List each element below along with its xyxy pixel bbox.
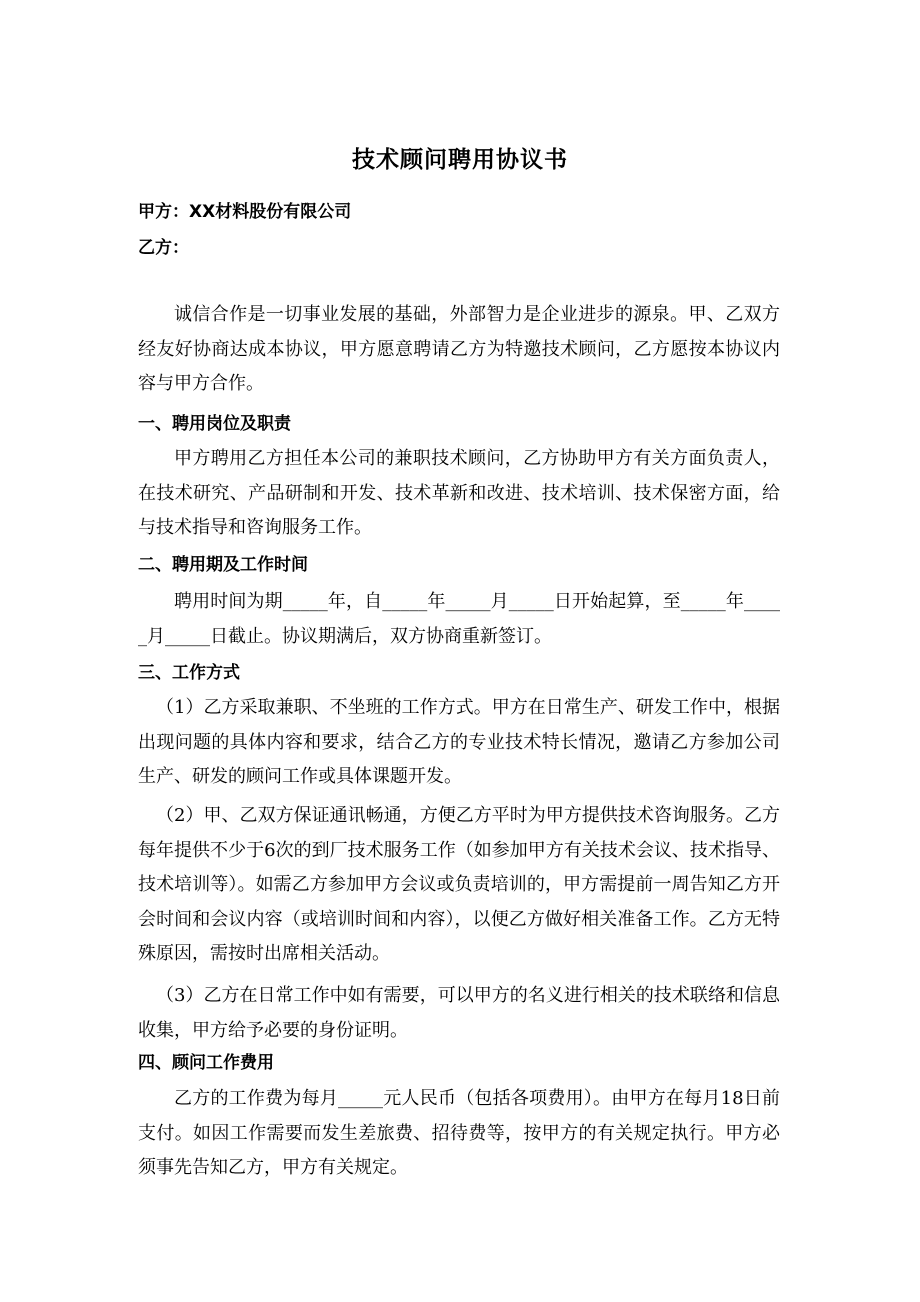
section-1-paragraph: 甲方聘用乙方担任本公司的兼职技术顾问，乙方协助甲方有关方面负责人，在技术研究、产品研制和开发、技术革新和改进、技术培训、技术保密方面，给与技术指导和咨询服务工作。 xyxy=(138,448,780,538)
section-3-paragraph-2: （2）甲、乙双方保证通讯畅通，方便乙方平时为甲方提供技术咨询服务。乙方每年提供不少于6次的到厂技术服务工作（如参加甲方有关技术会议、技术指导、技术培训等）。如需乙方参加甲方会议或负责培训的，甲方需提前一周告知乙方开会时间和会议内容（或培训时间和内容），以便乙方做好相关准备工作。乙方无特殊原因，需按时出席相关活动。 xyxy=(138,805,780,964)
intro-paragraph: 诚信合作是一切事业发展的基础，外部智力是企业进步的源泉。甲、乙双方经友好协商达成本协议，甲方愿意聘请乙方为特邀技术顾问，乙方愿按本协议内容与甲方合作。 xyxy=(138,304,780,394)
section-2-paragraph: 聘用时间为期_____年，自_____年_____月_____日开始起算，至_____年_____月_____日截止。协议期满后，双方协商重新签订。 xyxy=(138,591,780,647)
party-a-line: 甲方：XX材料股份有限公司 xyxy=(138,202,352,222)
party-b-line: 乙方： xyxy=(138,238,189,258)
section-heading-1: 一、聘用岗位及职责 xyxy=(138,414,291,434)
section-heading-2: 二、聘用期及工作时间 xyxy=(138,555,308,575)
section-3-paragraph-3: （3）乙方在日常工作中如有需要，可以甲方的名义进行相关的技术联络和信息收集，甲方给予必要的身份证明。 xyxy=(138,985,780,1041)
section-heading-3: 三、工作方式 xyxy=(138,663,240,683)
section-3-paragraph-1: （1）乙方采取兼职、不坐班的工作方式。甲方在日常生产、研发工作中，根据出现问题的具体内容和要求，结合乙方的专业技术特长情况，邀请乙方参加公司生产、研发的顾问工作或具体课题开发。 xyxy=(138,697,780,787)
section-4-paragraph: 乙方的工作费为每月_____元人民币（包括各项费用）。由甲方在每月18日前支付。如因工作需要而发生差旅费、招待费等，按甲方的有关规定执行。甲方必须事先告知乙方，甲方有关规定。 xyxy=(138,1088,780,1178)
document-title: 技术顾问聘用协议书 xyxy=(352,147,568,173)
section-heading-4: 四、顾问工作费用 xyxy=(138,1053,274,1073)
